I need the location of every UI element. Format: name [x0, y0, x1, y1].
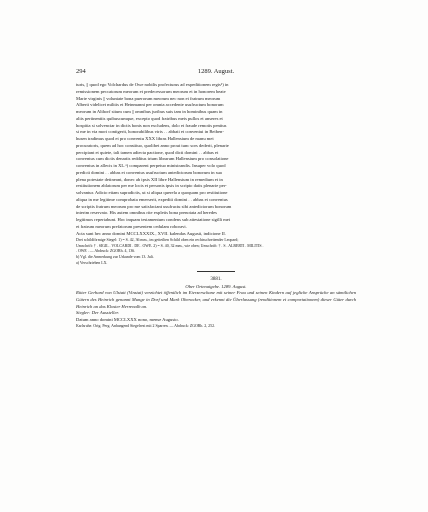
- document-regest: Ritter Gerhard von Ulstatt (Vinstat) verzichtet öffentlich im Eierzerschane mit seiner Frau und seinen Kindern auf jegliche Ansprüche an sämtlichen Gütern des Heinrich genannt Munge in Dorf und Mark Oberacker, und erkennt die Überlassung (renditionem et comportationem) dieser Güter durch Heinrich an das Kloster Herrenalb an.: [76, 290, 356, 309]
- note-line: Umschrift: † . SIGIL . VOLCARDI . DE . OWE. 2) = S. 40, 32 mm., wie oben; Umschrift: † . S . ALBERTI . MILITIS .: [76, 243, 264, 248]
- running-title: 1289. August.: [197, 68, 235, 75]
- seal-notes: [76, 238, 356, 266]
- acta-line: Acta sunt hec anno domini MCCLXXXIX., XVII. kalendas Augusti, indicione II.: [76, 230, 226, 236]
- document-place-date: Ober Ortenaigebe. 1289. August.: [185, 284, 247, 290]
- text-line: aliqua in me legitime comprobata emerserit, expediti domini . . abbas et conventus: [76, 196, 228, 202]
- document-body: [76, 82, 356, 330]
- text-line: Marie virginis || voluntate bona puerorum meorum nec non et fratrum meorum: [76, 95, 221, 101]
- footnote-b: b) Vgl. die Anmerkung zur Urkunde vom 13. Juli.: [76, 255, 154, 260]
- text-line: plena potestate detineant, donec ab ipsis XII libre Hallensium in remedium et in: [76, 176, 223, 182]
- page-number: 294: [76, 68, 86, 75]
- text-line: percipiant et quiete, tali tamen adiecta pactione, quod dicti domini . . abbas et: [76, 149, 219, 155]
- text-line: et fratrum meorum prefatorum presentem cedulam roboravi.: [76, 223, 187, 229]
- text-line: aliis pertinentiis quibuscumque, excepto quod fratribus meis pullos et anseres et: [76, 115, 223, 121]
- text-line: hospitia si solvenciar in dictis bonis non excludens, dolo et fraude remotis penitus: [76, 122, 227, 128]
- note-line: Drei schildförmige Siegel: 1) = S. 42, 36 mm., im getteilten Schild oben ein rechtsschreitender Leopard;: [76, 238, 239, 243]
- text-line: de scriptis fratrum meorum pro me satisfaciant usufructu sibi antedictorum bonorum: [76, 203, 232, 209]
- document-sealer: Siegler: Der Aussteller.: [76, 310, 119, 316]
- section-divider: [197, 271, 235, 272]
- text-line: solvantur. Adicio etiam supradictis, ut si aliqua querela a quoquam pro restitutione: [76, 190, 228, 195]
- footnote-a: a) Verschrieben LX.: [76, 260, 108, 265]
- text-line: conventus cum dictis denariis redditus trium librarum Hallensium pro consolatione: [76, 156, 229, 162]
- text-line: conventus in allecis in XL.ᵃ) comparent perpetuo ministrandis. Insuper volo quod: [76, 163, 226, 168]
- text-line: remissionem peccatorum meorum et predecessorum meorum et in honorem beate: [76, 88, 226, 94]
- document-source: Karlsruhe. Orig. Perg. Anhangend Siegelrest mit 2 Sparren. — Abdruck: ZGORh. 2, 252.: [76, 323, 215, 328]
- note-line: . OWE . — Abdruck: ZGORh. 4, 136.: [76, 249, 136, 254]
- text-line: restitutionem ablatorum per me locis et personis ipsis in scripto datis plenarie per-: [76, 183, 227, 189]
- charter-text: [76, 82, 356, 237]
- text-line: legitimos repertabunt. Hoc inquam testamentum condens sub attestatione sigilli mei: [76, 217, 231, 222]
- text-line: interim reservato. His autem omnibus rite expletis bona prenotata ad heredes: [76, 210, 217, 216]
- document-datum: Datum anno domini MCCLXXX nono, mense Augusto.: [76, 317, 179, 323]
- text-line: turis, || quod ego Volchardus de Owe nobilis profecturus ad expeditionem regis¹) in: [76, 82, 229, 87]
- text-line: husen tradimus quod et pro conventu XXX libras Hallensium de manu mei: [76, 136, 214, 141]
- document-entry: [76, 276, 356, 329]
- text-line: meorum in Althorf situm cum || omnibus juribus suis tam in hominibus quam in: [76, 109, 223, 114]
- text-line: predicti domini . . abbas et conventus usufructum antedictorum bonorum in sua: [76, 169, 222, 175]
- document-number: 3881.: [210, 277, 222, 283]
- text-line: procuratoris, quem ad hoc constituo, quolibet anno prout tunc sors dederit, plenarie: [76, 142, 229, 148]
- text-line: Alberti videlicet militis et Heinmanni per omnia accedente usufructum bonorum: [76, 102, 224, 108]
- text-line: si me in via mori contigerit, honorabilibus viris . . abbati et conventui in Beiben-: [76, 129, 224, 135]
